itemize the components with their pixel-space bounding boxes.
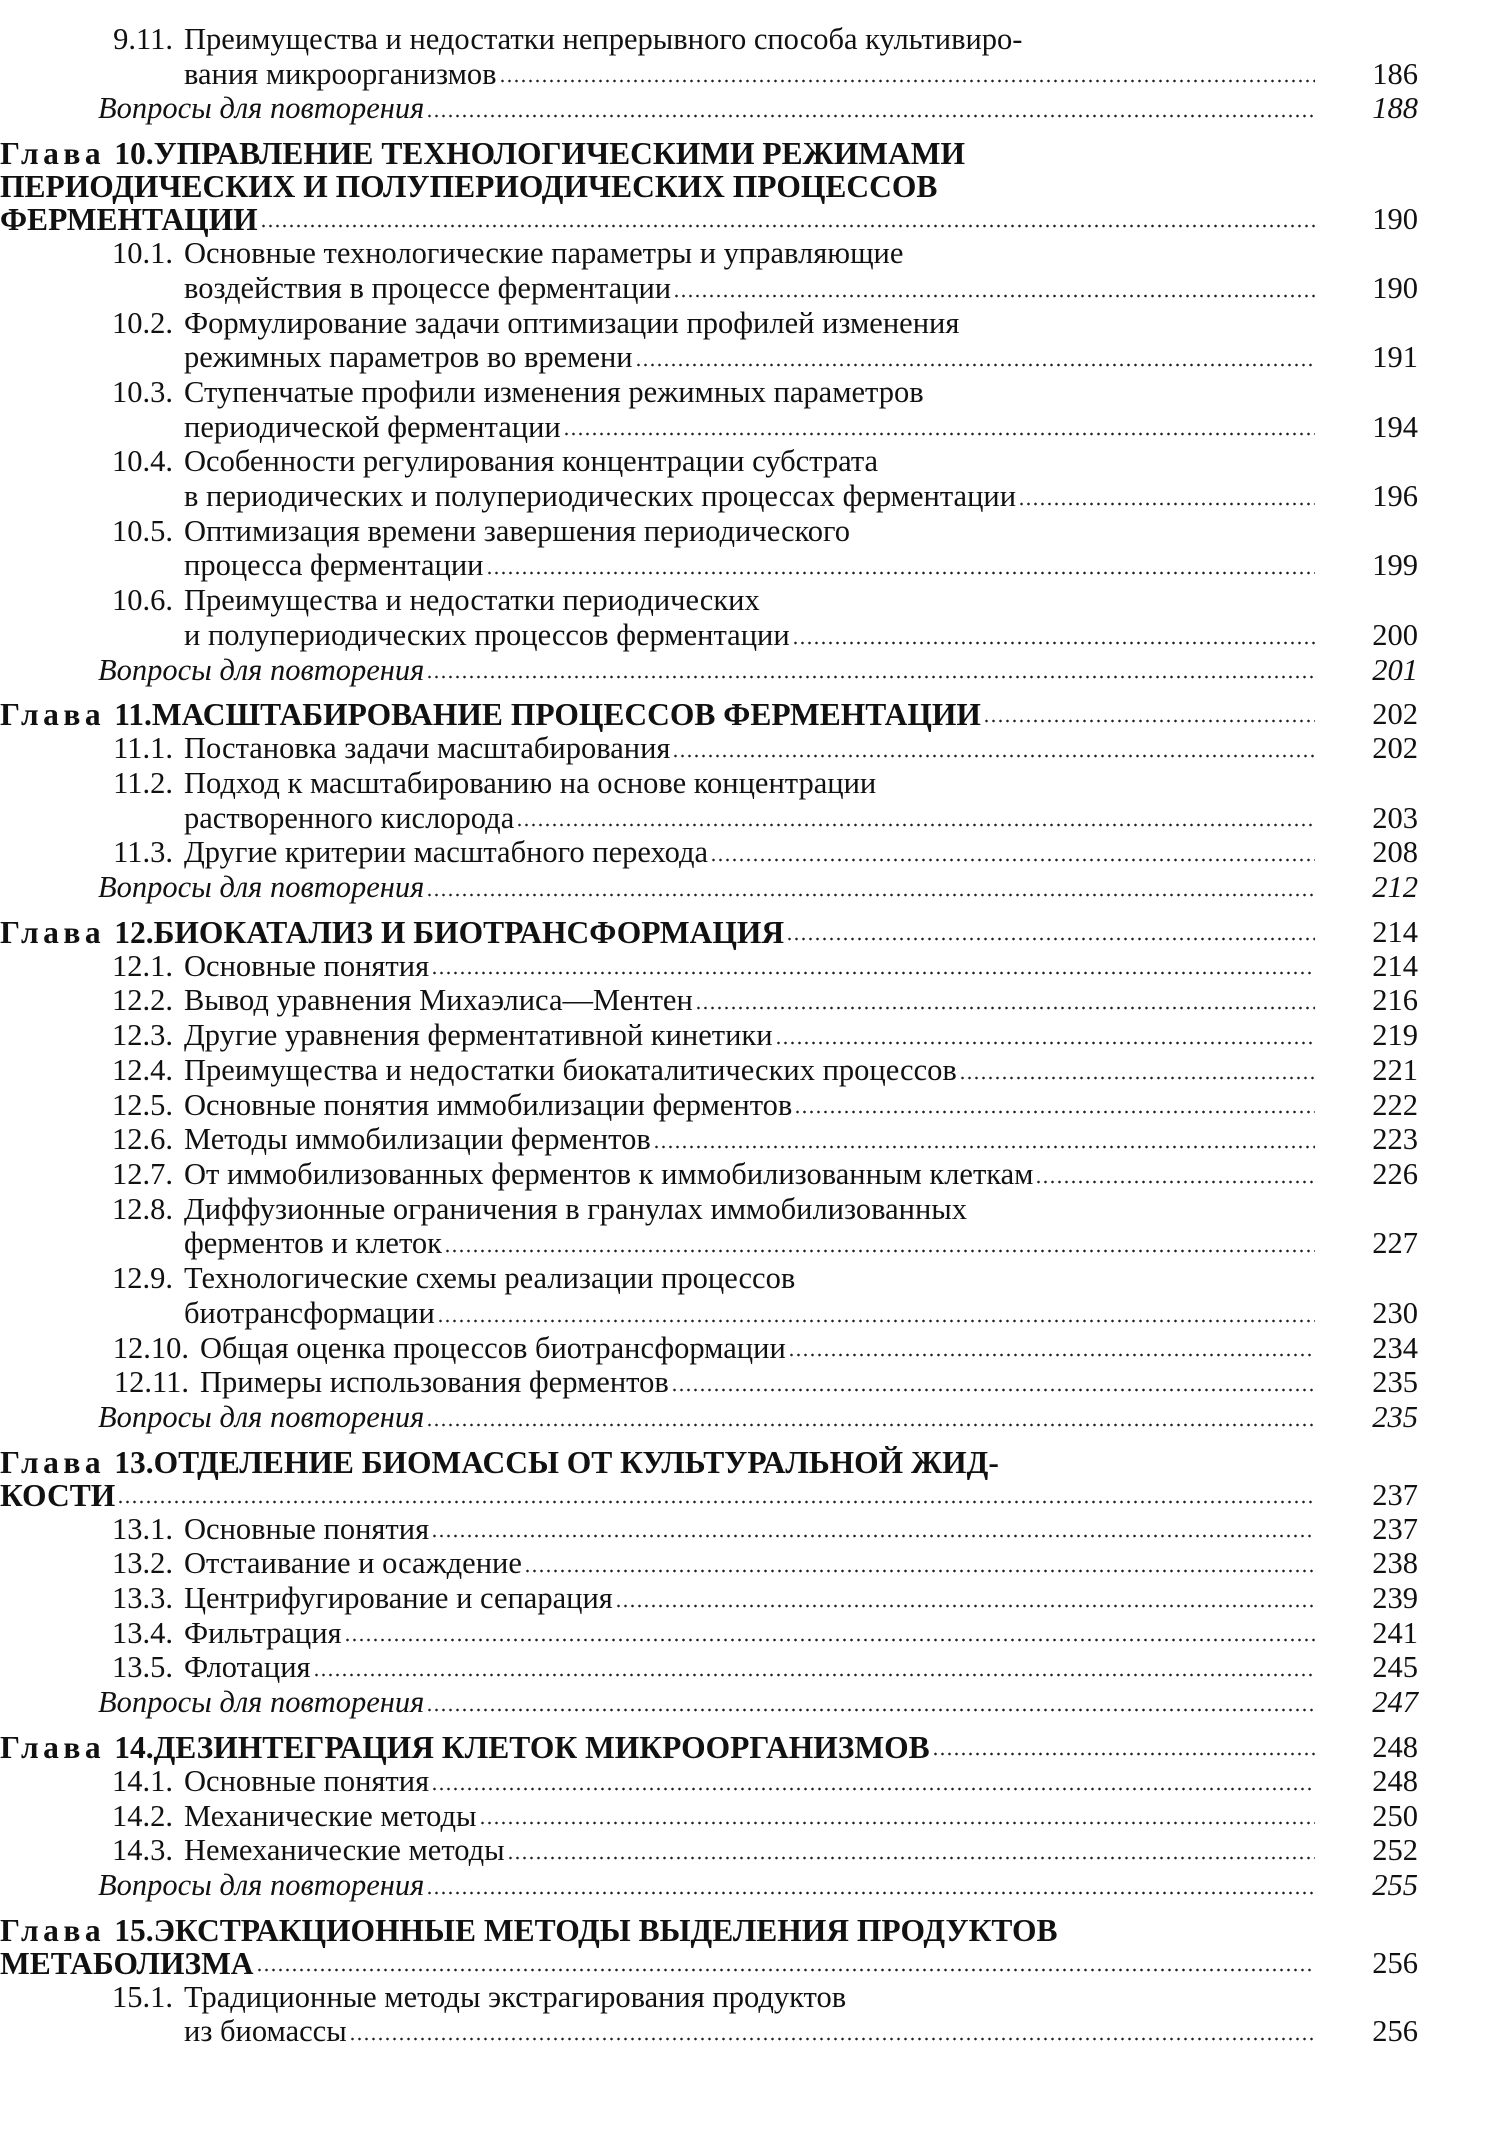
- entry-line: [98, 1685, 1321, 1720]
- entry-title: Методы иммобилизации ферментов: [184, 1122, 651, 1157]
- entry-title: ОТДЕЛЕНИЕ БИОМАССЫ ОТ КУЛЬТУРАЛЬНОЙ ЖИД-: [153, 1444, 999, 1480]
- dot-leader: [426, 1708, 1315, 1712]
- review-entry: [98, 653, 1496, 688]
- page-number: 223: [1372, 1122, 1418, 1157]
- section-entry: [88, 306, 1496, 375]
- page-number: 216: [1372, 983, 1418, 1018]
- entry-title: режимных параметров во времени: [184, 340, 633, 375]
- page-number: 237: [1372, 1511, 1418, 1546]
- dot-leader: [256, 1968, 1315, 1972]
- chapter-entry: [0, 916, 1496, 949]
- section-number: 12.4.: [112, 1052, 173, 1087]
- chapter-number: 12.: [114, 914, 154, 950]
- section-entry: [88, 514, 1496, 583]
- entry-line: [88, 548, 1321, 583]
- chapter-prefix: [0, 137, 154, 170]
- section-entry: [88, 1581, 1496, 1616]
- entry-title: МАСШТАБИРОВАНИЕ ПРОЦЕССОВ ФЕРМЕНТАЦИИ: [151, 697, 981, 733]
- entry-title: Особенности регулирования концентрации субстрата: [184, 444, 879, 479]
- entry-title: Преимущества и недостатки биокаталитических процессов: [184, 1052, 957, 1087]
- page-number: 247: [1372, 1685, 1418, 1720]
- section-entry: [88, 444, 1496, 513]
- entry-line: [0, 1446, 1321, 1479]
- entry-line: [88, 1018, 1321, 1053]
- entry-title: Основные понятия: [184, 1763, 430, 1798]
- section-entry: [88, 949, 1496, 984]
- section-entry: [88, 583, 1496, 652]
- entry-line: [88, 1296, 1321, 1331]
- dot-leader: [426, 675, 1315, 679]
- entry-title: Механические методы: [184, 1798, 477, 1833]
- dot-leader: [563, 432, 1315, 436]
- page-number: 190: [1372, 202, 1418, 237]
- entry-line: [88, 1331, 1321, 1366]
- entry-title: БИОКАТАЛИЗ И БИОТРАНСФОРМАЦИЯ: [153, 914, 785, 950]
- page-number: 255: [1372, 1867, 1418, 1902]
- entry-line: [0, 698, 1321, 731]
- page-number: 221: [1372, 1052, 1418, 1087]
- entry-title: КОСТИ: [0, 1477, 116, 1513]
- entry-title: Ступенчатые профили изменения режимных параметров: [184, 374, 924, 409]
- entry-line: [88, 1192, 1321, 1227]
- page-number: 235: [1372, 1365, 1418, 1400]
- chapter-entry: [0, 137, 1496, 236]
- entry-title: из биомассы: [184, 2014, 347, 2049]
- chapter-number: 15.: [114, 1912, 154, 1948]
- dot-leader: [788, 1353, 1315, 1357]
- entry-title: ДЕЗИНТЕГРАЦИЯ КЛЕТОК МИКРООРГАНИЗМОВ: [153, 1729, 930, 1765]
- entry-line: [88, 1616, 1321, 1651]
- section-number: 14.3.: [112, 1833, 173, 1868]
- page-number: 227: [1372, 1226, 1418, 1261]
- entry-title: Диффузионные ограничения в гранулах иммобилизованных: [184, 1191, 968, 1226]
- dot-leader: [444, 1249, 1315, 1253]
- entry-title: Вопросы для повторения: [98, 652, 425, 687]
- section-entry: [88, 1980, 1496, 2049]
- section-entry: [88, 1365, 1496, 1400]
- section-entry: [88, 983, 1496, 1018]
- entry-title: Примеры использования ферментов: [200, 1365, 669, 1400]
- chapter-number: 11.: [114, 697, 152, 733]
- entry-title: воздействия в процессе ферментации: [184, 270, 672, 305]
- chapter-label: Глава: [0, 914, 106, 950]
- dot-leader: [794, 1110, 1315, 1114]
- entry-title: в периодических и полупериодических процессах ферментации: [184, 479, 1017, 514]
- entry-line: [98, 653, 1321, 688]
- section-entry: [88, 375, 1496, 444]
- section-number: 14.1.: [112, 1763, 173, 1798]
- dot-leader: [426, 1891, 1315, 1895]
- entry-line: [88, 306, 1321, 341]
- entry-line: [88, 1581, 1321, 1616]
- entry-title: ферментов и клеток: [184, 1226, 442, 1261]
- section-entry: [88, 1018, 1496, 1053]
- section-number: 13.5.: [112, 1650, 173, 1685]
- entry-line: [88, 583, 1321, 618]
- section-number: 12.2.: [112, 983, 173, 1018]
- dot-leader: [431, 1787, 1315, 1791]
- section-number: 15.1.: [112, 1979, 173, 2014]
- chapter-entry: [0, 1914, 1496, 1980]
- section-number: 10.5.: [112, 513, 173, 548]
- entry-title: биотрансформации: [184, 1295, 435, 1330]
- page-number: 191: [1372, 340, 1418, 375]
- entry-title: ПЕРИОДИЧЕСКИХ И ПОЛУПЕРИОДИЧЕСКИХ ПРОЦЕССОВ: [0, 169, 938, 205]
- entry-line: [0, 1479, 1321, 1512]
- dot-leader: [1035, 1180, 1315, 1184]
- entry-title: Основные понятия: [184, 948, 430, 983]
- section-number: 13.1.: [112, 1511, 173, 1546]
- section-entry: [88, 1799, 1496, 1834]
- entry-title: ЭКСТРАКЦИОННЫЕ МЕТОДЫ ВЫДЕЛЕНИЯ ПРОДУКТОВ: [153, 1912, 1058, 1948]
- dot-leader: [426, 114, 1315, 118]
- section-entry: [88, 1650, 1496, 1685]
- entry-line: [98, 1400, 1321, 1435]
- section-number: 12.5.: [112, 1087, 173, 1122]
- chapter-number: 13.: [114, 1444, 154, 1480]
- entry-line: [88, 1261, 1321, 1296]
- entry-title: процесса ферментации: [184, 548, 484, 583]
- section-entry: [88, 1053, 1496, 1088]
- dot-leader: [507, 1856, 1315, 1860]
- review-entry: [98, 1400, 1496, 1435]
- entry-title: и полупериодических процессов ферментации: [184, 617, 790, 652]
- dot-leader: [775, 1041, 1315, 1045]
- dot-leader: [524, 1569, 1315, 1573]
- chapter-prefix: [0, 1446, 154, 1479]
- section-number: 12.3.: [112, 1018, 173, 1053]
- page-number: 186: [1372, 56, 1418, 91]
- section-number: 10.3.: [112, 374, 173, 409]
- entry-title: Традиционные методы экстрагирования продуктов: [184, 1979, 847, 2014]
- entry-line: [0, 137, 1321, 170]
- chapter-number: 10.: [114, 136, 154, 172]
- dot-leader: [671, 1388, 1315, 1392]
- entry-line: [98, 870, 1321, 905]
- page-number: 214: [1372, 914, 1418, 949]
- page-number: 212: [1372, 870, 1418, 905]
- page-number: 238: [1372, 1546, 1418, 1581]
- entry-title: Вывод уравнения Михаэлиса—Ментен: [184, 983, 693, 1018]
- section-entry: [88, 1122, 1496, 1157]
- entry-title: Вопросы для повторения: [98, 91, 425, 126]
- section-number: 12.7.: [112, 1156, 173, 1191]
- section-number: 9.11.: [113, 22, 173, 56]
- entry-line: [88, 731, 1321, 766]
- entry-line: [88, 1764, 1321, 1799]
- section-entry: [88, 1833, 1496, 1868]
- entry-title: растворенного кислорода: [184, 800, 515, 835]
- dot-leader: [653, 1145, 1315, 1149]
- dot-leader: [344, 1638, 1315, 1642]
- page-number: 248: [1372, 1763, 1418, 1798]
- dot-leader: [313, 1673, 1315, 1677]
- page-number: 237: [1372, 1477, 1418, 1512]
- dot-leader: [431, 1534, 1315, 1538]
- page-number: 222: [1372, 1087, 1418, 1122]
- page-number: 201: [1372, 652, 1418, 687]
- entry-title: Формулирование задачи оптимизации профилей изменения: [184, 305, 960, 340]
- page-number: 226: [1372, 1156, 1418, 1191]
- entry-line: [88, 1512, 1321, 1547]
- chapter-entry: [0, 1446, 1496, 1512]
- section-number: 12.1.: [112, 948, 173, 983]
- section-entry: [88, 1546, 1496, 1581]
- page-number: 239: [1372, 1581, 1418, 1616]
- page-number: 202: [1372, 697, 1418, 732]
- section-entry: [88, 1616, 1496, 1651]
- section-number: 13.2.: [112, 1546, 173, 1581]
- dot-leader: [431, 971, 1315, 975]
- entry-line: [88, 236, 1321, 271]
- chapter-label: Глава: [0, 697, 106, 733]
- entry-line: [88, 1980, 1321, 2015]
- page-number: 235: [1372, 1399, 1418, 1434]
- entry-line: [88, 57, 1321, 92]
- entry-title: ФЕРМЕНТАЦИИ: [0, 202, 258, 238]
- section-entry: [88, 1088, 1496, 1123]
- dot-leader: [499, 79, 1315, 83]
- review-entry: [98, 91, 1496, 126]
- entry-line: [88, 1053, 1321, 1088]
- section-number: 12.11.: [113, 1365, 189, 1400]
- section-number: 13.4.: [112, 1615, 173, 1650]
- page-number: 219: [1372, 1018, 1418, 1053]
- entry-line: [88, 375, 1321, 410]
- dot-leader: [486, 571, 1315, 575]
- entry-title: периодической ферментации: [184, 409, 561, 444]
- page-number: 194: [1372, 409, 1418, 444]
- entry-line: [88, 22, 1321, 57]
- section-number: 12.10.: [112, 1330, 189, 1365]
- entry-line: [88, 949, 1321, 984]
- entry-line: [88, 983, 1321, 1018]
- entry-title: Преимущества и недостатки периодических: [184, 583, 760, 618]
- section-number: 10.6.: [112, 583, 173, 618]
- entry-line: [88, 1157, 1321, 1192]
- chapter-label: Глава: [0, 1444, 106, 1480]
- page-number: 230: [1372, 1295, 1418, 1330]
- dot-leader: [349, 2037, 1315, 2041]
- dot-leader: [516, 823, 1315, 827]
- entry-line: [88, 479, 1321, 514]
- dot-leader: [479, 1821, 1315, 1825]
- page-number: 241: [1372, 1615, 1418, 1650]
- dot-leader: [426, 893, 1315, 897]
- chapter-entry: [0, 698, 1496, 731]
- dot-leader: [1018, 502, 1315, 506]
- entry-title: УПРАВЛЕНИЕ ТЕХНОЛОГИЧЕСКИМИ РЕЖИМАМИ: [153, 136, 965, 172]
- entry-title: Основные понятия: [184, 1511, 430, 1546]
- entry-title: Основные технологические параметры и управляющие: [184, 236, 904, 271]
- entry-line: [0, 170, 1321, 203]
- entry-title: Оптимизация времени завершения периодического: [184, 513, 851, 548]
- page-number: 203: [1372, 800, 1418, 835]
- section-number: 12.9.: [112, 1261, 173, 1296]
- section-entry: [88, 1512, 1496, 1547]
- section-number: 11.3.: [113, 835, 173, 870]
- dot-leader: [710, 858, 1315, 862]
- entry-line: [0, 916, 1321, 949]
- section-entry: [88, 22, 1496, 91]
- section-number: 10.2.: [112, 305, 173, 340]
- page-number: 196: [1372, 479, 1418, 514]
- dot-leader: [792, 641, 1315, 645]
- chapter-prefix: [0, 916, 154, 949]
- dot-leader: [673, 294, 1315, 298]
- review-entry: [98, 870, 1496, 905]
- entry-title: Немеханические методы: [184, 1833, 505, 1868]
- page-number: 234: [1372, 1330, 1418, 1365]
- entry-line: [88, 766, 1321, 801]
- entry-title: Флотация: [184, 1650, 311, 1685]
- entry-line: [88, 835, 1321, 870]
- page-number: 252: [1372, 1833, 1418, 1868]
- section-entry: [88, 1261, 1496, 1330]
- entry-line: [98, 1868, 1321, 1903]
- entry-title: Вопросы для повторения: [98, 1685, 425, 1720]
- entry-title: Общая оценка процессов биотрансформации: [200, 1330, 786, 1365]
- entry-line: [88, 1833, 1321, 1868]
- page-number: 248: [1372, 1729, 1418, 1764]
- dot-leader: [932, 1752, 1315, 1756]
- entry-title: Основные понятия иммобилизации ферментов: [184, 1087, 793, 1122]
- entry-title: Отстаивание и осаждение: [184, 1546, 522, 1581]
- entry-line: [88, 618, 1321, 653]
- entry-line: [88, 1546, 1321, 1581]
- page-number: 256: [1372, 1945, 1418, 1980]
- review-entry: [98, 1685, 1496, 1720]
- entry-title: Вопросы для повторения: [98, 1399, 425, 1434]
- chapter-number: 14.: [114, 1729, 154, 1765]
- entry-line: [98, 91, 1321, 126]
- section-entry: [88, 835, 1496, 870]
- chapter-label: Глава: [0, 1729, 106, 1765]
- dot-leader: [695, 1006, 1315, 1010]
- section-number: 10.4.: [112, 444, 173, 479]
- entry-line: [88, 1122, 1321, 1157]
- section-number: 11.2.: [113, 765, 173, 800]
- section-entry: [88, 1764, 1496, 1799]
- page-number: 188: [1372, 91, 1418, 126]
- dot-leader: [117, 1500, 1315, 1504]
- entry-line: [88, 1088, 1321, 1123]
- section-number: 14.2.: [112, 1798, 173, 1833]
- entry-line: [0, 1947, 1321, 1980]
- dot-leader: [426, 1423, 1315, 1427]
- entry-title: Центрифугирование и сепарация: [184, 1581, 613, 1616]
- entry-line: [0, 1731, 1321, 1764]
- entry-title: Подход к масштабированию на основе концентрации: [184, 765, 877, 800]
- entry-line: [88, 1365, 1321, 1400]
- section-number: 11.1.: [113, 731, 173, 766]
- page-number: 208: [1372, 835, 1418, 870]
- page-number: 256: [1372, 2014, 1418, 2049]
- page-number: 250: [1372, 1798, 1418, 1833]
- page-number: 190: [1372, 270, 1418, 305]
- entry-line: [88, 2014, 1321, 2049]
- entry-line: [88, 444, 1321, 479]
- entry-line: [88, 514, 1321, 549]
- table-of-contents: [0, 22, 1496, 2049]
- dot-leader: [959, 1076, 1315, 1080]
- chapter-prefix: [0, 1914, 154, 1947]
- entry-title: Преимущества и недостатки непрерывного способа культивиро-: [184, 22, 1023, 56]
- chapter-prefix: [0, 698, 152, 731]
- review-entry: [98, 1868, 1496, 1903]
- dot-leader: [786, 937, 1315, 941]
- entry-line: [88, 410, 1321, 445]
- section-entry: [88, 731, 1496, 766]
- entry-title: Технологические схемы реализации процессов: [184, 1261, 796, 1296]
- entry-line: [88, 1650, 1321, 1685]
- entry-title: вания микроорганизмов: [184, 56, 497, 91]
- section-entry: [88, 1157, 1496, 1192]
- entry-title: Постановка задачи масштабирования: [184, 731, 671, 766]
- entry-title: Фильтрация: [184, 1615, 342, 1650]
- entry-line: [88, 340, 1321, 375]
- chapter-label: Глава: [0, 1912, 106, 1948]
- dot-leader: [437, 1319, 1315, 1323]
- entry-title: МЕТАБОЛИЗМА: [0, 1945, 254, 1981]
- chapter-entry: [0, 1731, 1496, 1764]
- section-entry: [88, 1192, 1496, 1261]
- section-entry: [88, 766, 1496, 835]
- entry-title: От иммобилизованных ферментов к иммобилизованным клеткам: [184, 1156, 1034, 1191]
- chapter-label: Глава: [0, 136, 106, 172]
- section-number: 12.8.: [112, 1191, 173, 1226]
- section-number: 12.6.: [112, 1122, 173, 1157]
- entry-line: [88, 801, 1321, 836]
- dot-leader: [260, 224, 1315, 228]
- section-number: 13.3.: [112, 1581, 173, 1616]
- entry-title: Другие критерии масштабного перехода: [184, 835, 709, 870]
- entry-title: Другие уравнения ферментативной кинетики: [184, 1018, 773, 1053]
- entry-line: [88, 1799, 1321, 1834]
- page-number: 199: [1372, 548, 1418, 583]
- entry-line: [0, 1914, 1321, 1947]
- section-entry: [88, 1331, 1496, 1366]
- chapter-prefix: [0, 1731, 154, 1764]
- entry-line: [88, 1226, 1321, 1261]
- page-number: 214: [1372, 948, 1418, 983]
- entry-title: Вопросы для повторения: [98, 870, 425, 905]
- dot-leader: [615, 1604, 1315, 1608]
- entry-title: Вопросы для повторения: [98, 1867, 425, 1902]
- page-number: 200: [1372, 617, 1418, 652]
- dot-leader: [672, 754, 1315, 758]
- page-number: 202: [1372, 731, 1418, 766]
- page-number: 245: [1372, 1650, 1418, 1685]
- entry-line: [88, 271, 1321, 306]
- dot-leader: [635, 363, 1315, 367]
- section-entry: [88, 236, 1496, 305]
- entry-line: [0, 203, 1321, 236]
- section-number: 10.1.: [112, 236, 173, 271]
- dot-leader: [983, 719, 1315, 723]
